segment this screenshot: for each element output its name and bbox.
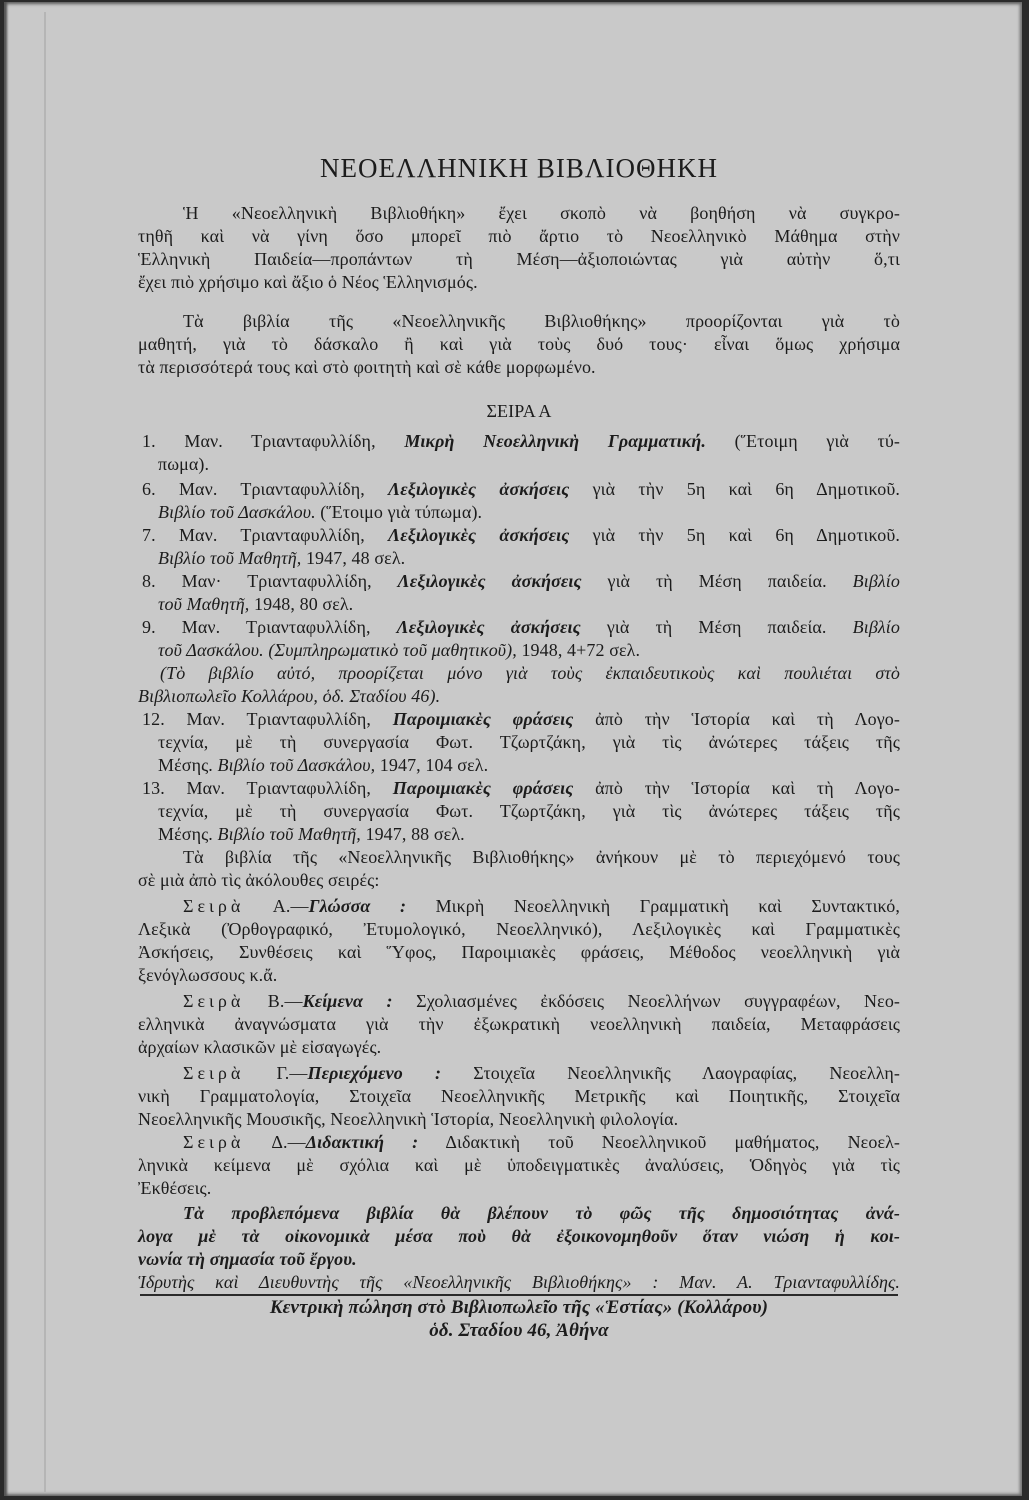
emphasized-title: Λεξιλογικὲς ἀσκήσεις	[397, 571, 582, 591]
text-line	[138, 248, 900, 271]
text-segment: νικὴ Γραμματολογία, Στοιχεῖα Νεοελληνικῆς Μετρικῆς καὶ Ποιητικῆς, Στοιχεῖα	[138, 1086, 900, 1106]
italic-text: τοῦ Δασκάλου. (Συμπληρωματικὸ τοῦ μαθητικοῦ),	[158, 640, 517, 660]
book-note	[138, 662, 900, 708]
emphasized-title: Παροιμιακὲς φράσεις	[392, 778, 574, 798]
text-segment: Μικρὴ Νεοελληνικὴ Γραμματικὴ καὶ Συντακτικό,	[406, 896, 900, 916]
emphasized-title: Λεξιλογικὲς ἀσκήσεις	[388, 525, 570, 545]
text-segment: Ἑλληνικὴ Παιδεία—προπάντων τὴ Μέση—ἀξιοποιώντας γιὰ αὐτὴν ὅ,τι	[138, 249, 900, 269]
text-segment: Τὰ βιβλία τῆς «Νεοελληνικῆς Βιβλιοθήκης» προορίζονται γιὰ τὸ	[183, 311, 900, 331]
text-line	[138, 662, 900, 685]
text-segment: Μέσης.	[158, 755, 218, 775]
page-fold-line	[44, 12, 46, 1492]
text-segment: 1947, 88 σελ.	[360, 824, 465, 844]
text-segment: γιὰ τὴν 5η καὶ 6η Δημοτικοῦ.	[569, 479, 900, 499]
text-segment: γιὰ τὴν 5η καὶ 6η Δημοτικοῦ.	[569, 525, 900, 545]
series-description	[138, 1062, 900, 1131]
italic-text: Βιβλίο τοῦ Δασκάλου,	[217, 755, 376, 775]
text-segment: ξενόγλωσσους κ.ἄ.	[138, 965, 278, 985]
text-line	[138, 202, 900, 225]
text-line	[138, 593, 900, 616]
text-line	[138, 570, 900, 593]
text-segment: 8. Μαν· Τριανταφυλλίδη,	[142, 571, 398, 591]
text-line	[138, 400, 900, 423]
text-segment: 1947, 48 σελ.	[301, 548, 406, 568]
text-line	[138, 1225, 900, 1248]
emphasized-title: Διδακτική :	[305, 1132, 419, 1152]
book-entry	[138, 430, 900, 476]
text-segment: 1948, 80 σελ.	[249, 594, 354, 614]
text-line	[138, 685, 900, 708]
text-line	[138, 941, 900, 964]
page-sheet	[4, 2, 1022, 1496]
text-line	[138, 1248, 900, 1271]
text-line	[138, 547, 900, 570]
text-line	[138, 356, 900, 379]
text-line	[138, 1177, 900, 1200]
text-line	[138, 1131, 900, 1154]
text-segment: 1. Μαν. Τριανταφυλλίδη,	[142, 431, 405, 451]
text-line	[138, 990, 900, 1013]
text-line	[138, 639, 900, 662]
intro-paragraph	[138, 202, 900, 294]
text-segment: Γ.—	[244, 1063, 308, 1083]
text-segment: Ἱδρυτὴς καὶ Διευθυντὴς τῆς «Νεοελληνικῆς Βιβλιοθήκης» : Μαν. Α. Τριανταφυλλίδης.	[138, 1272, 900, 1292]
text-segment: Βιβλιοπωλεῖο Κολλάρου, ὁδ. Σταδίου 46).	[138, 686, 441, 706]
text-line	[138, 731, 900, 754]
text-line	[138, 271, 900, 294]
text-line	[138, 1013, 900, 1036]
text-segment: ἀπὸ τὴν Ἱστορία καὶ τὴ Λογο-	[573, 709, 901, 729]
text-segment: Λεξικὰ (Ὀρθογραφικό, Ἐτυμολογικό, Νεοελληνικό), Λεξιλογικὲς καὶ Γραμματικὲς	[138, 919, 900, 939]
series-heading	[138, 400, 900, 423]
publication-note	[138, 1202, 900, 1271]
text-segment: νωνία τὴ σημασία τοῦ ἔργου.	[138, 1249, 357, 1269]
text-line	[138, 1085, 900, 1108]
text-segment: 12. Μαν. Τριανταφυλλίδη,	[142, 709, 393, 729]
text-line	[138, 777, 900, 800]
text-segment: Σχολιασμένες ἐκδόσεις Νεοελλήνων συγγραφέων, Νεο-	[392, 991, 901, 1011]
text-segment: (Τὸ βιβλίο αὐτό, προορίζεται μόνο γιὰ τοὺς ἐκπαιδευτικοὺς καὶ πουλιέται στὸ	[160, 663, 900, 683]
text-line	[138, 1202, 900, 1225]
sales-footer	[138, 1296, 900, 1342]
text-line	[138, 152, 900, 184]
text-line	[138, 310, 900, 333]
series-intro-paragraph	[138, 846, 900, 892]
text-line	[138, 333, 900, 356]
text-segment: Νεοελληνικῆς Μουσικῆς, Νεοελληνικὴ Ἱστορία, Νεοελληνικὴ φιλολογία.	[138, 1109, 679, 1129]
text-line	[138, 616, 900, 639]
text-segment: Ἡ «Νεοελληνικὴ Βιβλιοθήκη» ἔχει σκοπὸ νὰ βοηθήση νὰ συγκρο-	[183, 203, 900, 223]
audience-paragraph	[138, 310, 900, 379]
text-segment: πωμα).	[158, 454, 210, 474]
text-segment: σὲ μιὰ ἀπὸ τὶς ἀκόλουθες σειρές:	[138, 870, 380, 890]
emphasized-title: Μικρὴ Νεοελληνικὴ Γραμματική.	[404, 431, 706, 451]
text-line	[138, 800, 900, 823]
book-entry	[138, 570, 900, 616]
text-segment: Μέσης.	[158, 824, 218, 844]
text-line	[138, 1108, 900, 1131]
text-segment: 1947, 104 σελ.	[375, 755, 489, 775]
page-title	[138, 152, 900, 184]
book-entry	[138, 708, 900, 777]
text-segment: 6. Μαν. Τριανταφυλλίδη,	[142, 479, 389, 499]
spaced-label: Σειρὰ	[183, 1063, 245, 1083]
text-segment: γιὰ τὴ Μέση παιδεία.	[581, 571, 853, 591]
text-line	[138, 1271, 900, 1294]
text-line	[138, 1036, 900, 1059]
text-line	[138, 1062, 900, 1085]
text-segment: μαθητή, γιὰ τὸ δάσκαλο ἢ καὶ γιὰ τοὺς δυό τους· εἶναι ὅμως χρήσιμα	[138, 334, 900, 354]
text-segment: ἀπὸ τὴν Ἱστορία καὶ τὴ Λογο-	[573, 778, 901, 798]
text-line	[138, 225, 900, 248]
emphasized-title: Κείμενα :	[302, 991, 393, 1011]
spaced-label: Σειρὰ	[183, 896, 245, 916]
text-line	[138, 846, 900, 869]
text-segment: Β.—	[244, 991, 303, 1011]
text-segment: ληνικὰ κείμενα μὲ σχόλια καὶ μὲ ὑποδειγματικὲς ἀναλύσεις, Ὁδηγὸς γιὰ τὶς	[138, 1155, 900, 1175]
emphasized-title: Λεξιλογικὲς ἀσκήσεις	[396, 617, 581, 637]
text-segment: ΝΕΟΕΛΛΗΝΙΚΗ ΒΙΒΛΙΟΘΗΚΗ	[320, 153, 718, 183]
text-segment: Δ.—	[244, 1132, 306, 1152]
series-description	[138, 1131, 900, 1200]
series-description	[138, 895, 900, 987]
text-line	[138, 1154, 900, 1177]
text-segment: 13. Μαν. Τριανταφυλλίδη,	[142, 778, 393, 798]
text-line	[138, 895, 900, 918]
text-segment: (Ἕτοιμη γιὰ τύ-	[706, 431, 900, 451]
text-line	[138, 1296, 900, 1319]
text-segment: (Ἕτοιμο γιὰ τύπωμα).	[315, 502, 483, 522]
italic-text: Βιβλίο	[852, 571, 900, 591]
text-line	[138, 478, 900, 501]
text-line	[138, 918, 900, 941]
text-segment: Α.—	[244, 896, 309, 916]
text-segment: τὰ περισσότερά τους καὶ στὸ φοιτητὴ καὶ σὲ κάθε μορφωμένο.	[138, 357, 596, 377]
italic-text: Βιβλίο τοῦ Μαθητῆ,	[158, 548, 302, 568]
text-segment: Τὰ προβλεπόμενα βιβλία θὰ βλέπουν τὸ φῶς τῆς δημοσιότητας ἀνά-	[183, 1203, 900, 1223]
text-line	[138, 501, 900, 524]
text-segment: Διδακτικὴ τοῦ Νεοελληνικοῦ μαθήματος, Νεοελ-	[418, 1132, 901, 1152]
text-line	[138, 453, 900, 476]
text-line	[138, 754, 900, 777]
text-segment: ἀρχαίων κλασικῶν μὲ εἰσαγωγές.	[138, 1037, 382, 1057]
text-line	[138, 823, 900, 846]
text-segment: ΣΕΙΡΑ Α	[486, 401, 552, 421]
text-segment: Ἐκθέσεις.	[138, 1178, 212, 1198]
emphasized-title: Παροιμιακὲς φράσεις	[392, 709, 574, 729]
text-segment: 7. Μαν. Τριανταφυλλίδη,	[142, 525, 389, 545]
emphasized-title: Λεξιλογικὲς ἀσκήσεις	[388, 479, 570, 499]
italic-text: Βιβλίο	[852, 617, 900, 637]
founder-line	[138, 1271, 900, 1294]
book-entry	[138, 478, 900, 524]
text-segment: Τὰ βιβλία τῆς «Νεοελληνικῆς Βιβλιοθήκης» ἀνήκουν μὲ τὸ περιεχόμενό τους	[183, 847, 900, 867]
emphasized-title: Γλώσσα :	[308, 896, 407, 916]
italic-text: τοῦ Μαθητῆ,	[158, 594, 250, 614]
spaced-label: Σειρὰ	[183, 1132, 245, 1152]
text-segment: ὁδ. Σταδίου 46, Ἀθήνα	[429, 1320, 609, 1341]
text-segment: λογα μὲ τὰ οἰκονομικὰ μέσα ποὺ θὰ ἐξοικονομηθοῦν ὅταν νιώση ἡ κοι-	[138, 1226, 900, 1246]
text-line	[138, 524, 900, 547]
text-segment: γιὰ τὴ Μέση παιδεία.	[580, 617, 853, 637]
text-segment: Στοιχεῖα Νεοελληνικῆς Λαογραφίας, Νεοελλη-	[441, 1063, 900, 1083]
italic-text: Βιβλίο τοῦ Μαθητῆ,	[217, 824, 361, 844]
book-entry	[138, 524, 900, 570]
text-segment: Ἀσκήσεις, Συνθέσεις καὶ Ὕφος, Παροιμιακὲς φράσεις, Μέθοδος νεοελληνικὴ γιὰ	[138, 942, 900, 962]
text-segment: ἔχει πιὸ χρήσιμο καὶ ἄξιο ὁ Νέος Ἑλληνισμός.	[138, 272, 478, 292]
text-segment: τηθῆ καὶ νὰ γίνη ὅσο μπορεῖ πιὸ ἄρτιο τὸ Νεοελληνικὸ Μάθημα στὴν	[138, 226, 900, 246]
text-segment: Κεντρικὴ πώληση στὸ Βιβλιοπωλεῖο τῆς «Ἑστίας» (Κολλάρου)	[269, 1297, 769, 1318]
italic-text: Βιβλίο τοῦ Δασκάλου.	[158, 502, 316, 522]
text-line	[138, 708, 900, 731]
document-body	[138, 2, 900, 1342]
text-segment: τεχνία, μὲ τὴ συνεργασία Φωτ. Τζωρτζάκη, γιὰ τὶς ἀνώτερες τάξεις τῆς	[158, 801, 900, 821]
book-entry	[138, 616, 900, 662]
text-segment: 9. Μαν. Τριανταφυλλίδη,	[142, 617, 397, 637]
emphasized-title: Περιεχόμενο :	[307, 1063, 442, 1083]
text-line	[138, 964, 900, 987]
series-description	[138, 990, 900, 1059]
spaced-label: Σειρὰ	[183, 991, 245, 1011]
text-segment: 1948, 4+72 σελ.	[516, 640, 641, 660]
text-line	[138, 430, 900, 453]
text-line	[138, 869, 900, 892]
text-segment: ελληνικὰ ἀναγνώσματα γιὰ τὴν ἐξωκρατικὴ νεοελληνικὴ παιδεία, Μεταφράσεις	[138, 1014, 900, 1034]
text-segment: τεχνία, μὲ τὴ συνεργασία Φωτ. Τζωρτζάκη, γιὰ τὶς ἀνώτερες τάξεις τῆς	[158, 732, 900, 752]
text-line	[138, 1319, 900, 1342]
book-entry	[138, 777, 900, 846]
